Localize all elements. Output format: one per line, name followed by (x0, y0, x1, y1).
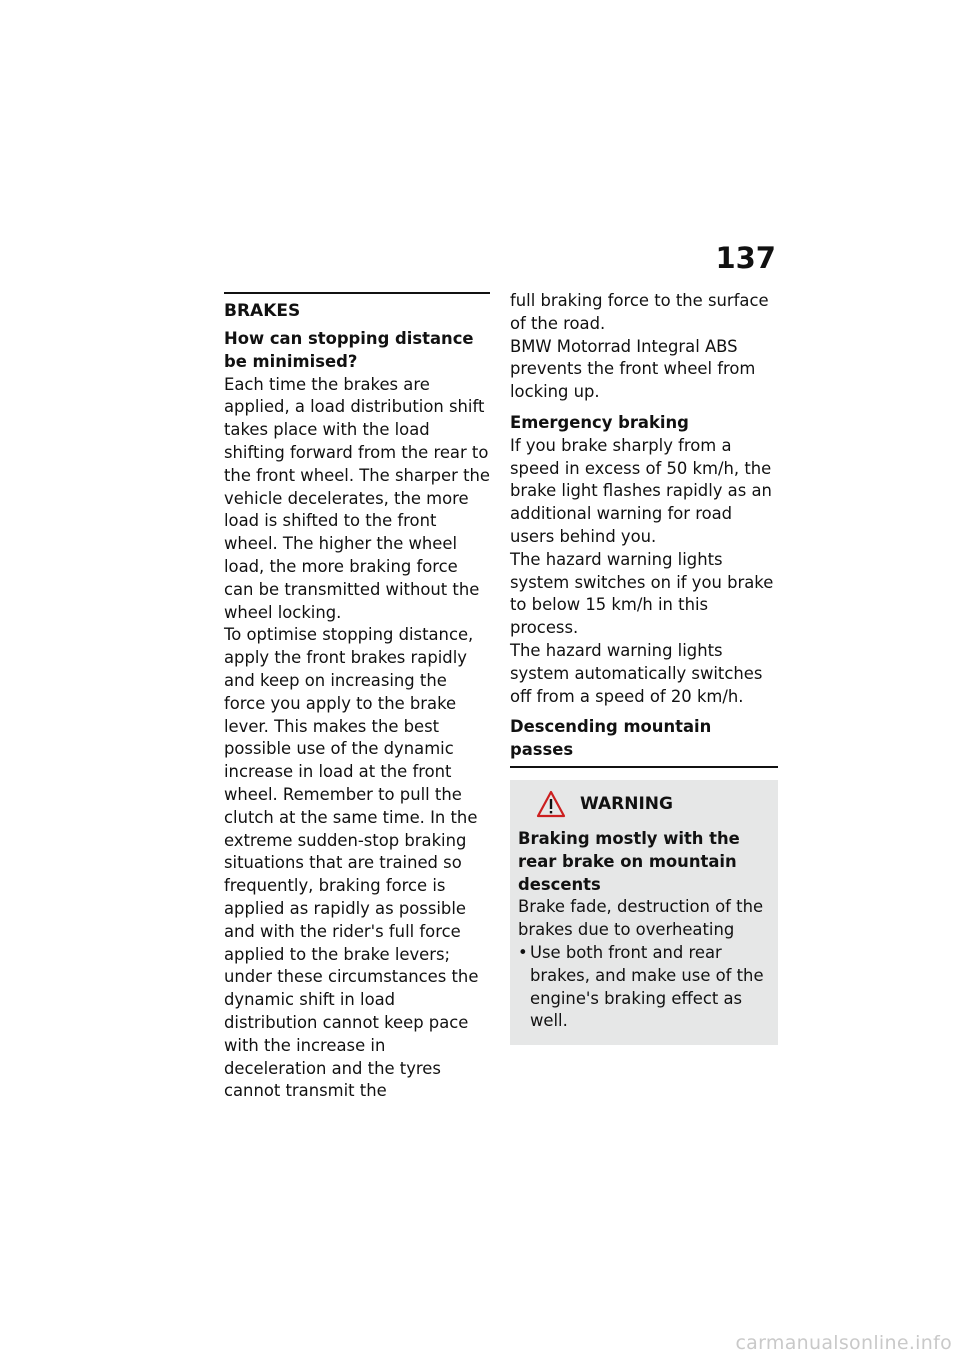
warning-header (536, 790, 770, 818)
warning-label: WARNING (580, 793, 673, 814)
warning-bullet-text: Use both front and rear brakes, and make use of the engine's braking effect as well. (530, 942, 764, 1031)
watermark: carmanualsonline.info (735, 1332, 952, 1354)
body-paragraph: full braking force to the surface of the road. (510, 291, 769, 333)
page-number: 137 (715, 241, 776, 275)
body-paragraph: To optimise stopping distance, apply the front brakes rapidly and keep on increasing the force you apply to the brake lever. This makes the best possible use of the dynamic increase in load at the front wheel. Remember to pull the clutch at the same time. In the extreme sudden-stop braking situations that are trained so frequently, braking force is applied as rapidly as possible and with the rider's full force applied to the brake levers; under these circumstances the dynamic shift in load distribution cannot keep pace with the increase in deceleration and the tyres cannot transmit the (224, 625, 479, 1101)
warning-heading: Braking mostly with the rear brake on mountain descents (518, 828, 740, 894)
body-paragraph: The hazard warning lights system automatically switches off from a speed of 20 km/h. (510, 640, 763, 706)
descending-passes-heading: Descending mountain passes (510, 716, 778, 768)
warning-bullet (518, 942, 770, 1033)
bullet-dot-icon: • (518, 942, 528, 962)
left-column (224, 292, 490, 1103)
abs-note: BMW Motorrad Integral ABS prevents the front wheel from locking up. (510, 336, 756, 402)
right-column (510, 290, 778, 1045)
warning-triangle-icon (536, 790, 566, 818)
body-paragraph: The hazard warning lights system switches on if you brake to below 15 km/h in this process. (510, 549, 774, 638)
question-heading: How can stopping distance be minimised? (224, 329, 474, 371)
section-title: BRAKES (224, 301, 301, 321)
body-paragraph: If you brake sharply from a speed in excess of 50 km/h, the brake light flashes rapidly as an additional warning for road users behind you. (510, 435, 772, 546)
warning-box (510, 780, 778, 1045)
emergency-braking-heading: Emergency braking (510, 412, 689, 432)
warning-consequence: Brake fade, destruction of the brakes due to overheating (518, 897, 764, 940)
body-paragraph: Each time the brakes are applied, a load distribution shift takes place with the load shifting forward from the rear to the front wheel. The sharper the vehicle decelerates, the more load is shifted to the front wheel. The higher the wheel load, the more braking force can be transmitted without the wheel locking. (224, 374, 490, 622)
